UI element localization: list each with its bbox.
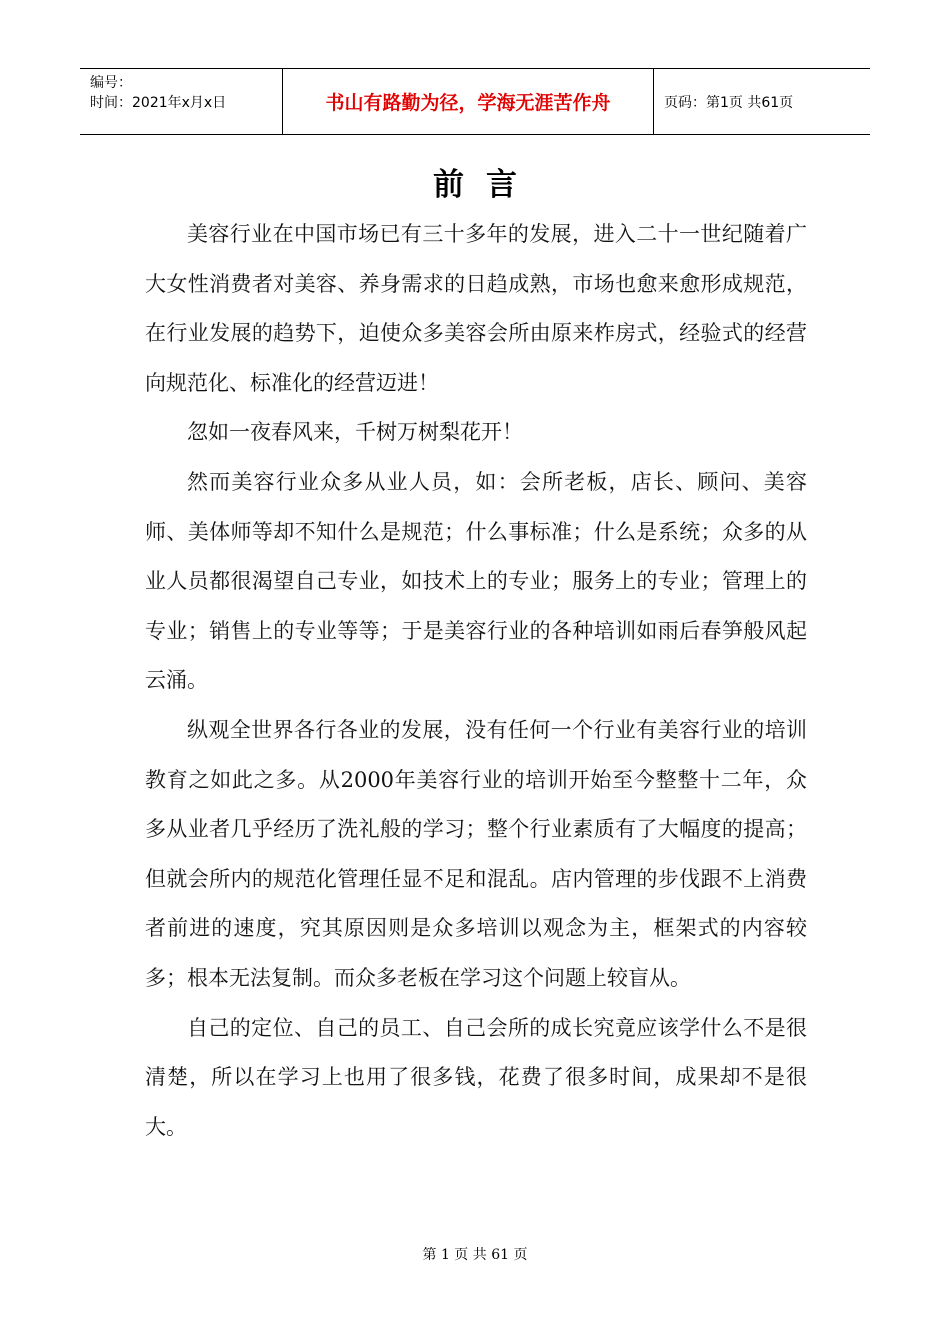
body-text [145, 210, 807, 1152]
header-motto: 书山有路勤为径，学海无涯苦作舟 [282, 69, 654, 134]
header-page-info: 页码：第1页 共61页 [664, 94, 794, 111]
paragraph: 忽如一夜春风来，千树万树梨花开！ [187, 420, 523, 445]
header-table [80, 68, 870, 135]
page-title: 前言 [433, 167, 539, 203]
page-footer: 第 1 页 共 61 页 [422, 1247, 528, 1263]
paragraph: 美容行业在中国市场已有三十多年的发展，进入二十一世纪随着广大女性消费者对美容、养身需求的日趋成熟，市场也愈来愈形成规范，在行业发展的趋势下，迫使众多美容会所由原来柞房式，经验式的经营向规范化、标准化的经营迈进！ [145, 222, 807, 395]
paragraph: 纵观全世界各行各业的发展，没有任何一个行业有美容行业的培训教育之如此之多。从2000年美容行业的培训开始至今整整十二年，众多从业者几乎经历了洗礼般的学习；整个行业素质有了大幅度的提高；但就会所内的规范化管理任显不足和混乱。店内管理的步伐跟不上消费者前进的速度，究其原因则是众多培训以观念为主，框架式的内容较多；根本无法复制。而众多老板在学习这个问题上较盲从。 [145, 717, 807, 990]
number-label: 编号： [90, 75, 132, 91]
paragraph: 自己的定位、自己的员工、自己会所的成长究竟应该学什么不是很清楚，所以在学习上也用了很多钱，花费了很多时间，成果却不是很大。 [145, 1015, 807, 1139]
date-label: 时间：2021年x月x日 [90, 95, 227, 111]
paragraph: 然而美容行业众多从业人员，如：会所老板，店长、顾问、美容师、美体师等却不知什么是规范；什么事标准；什么是系统；众多的从业人员都很渴望自己专业，如技术上的专业；服务上的专业；管理上的专业；销售上的专业等等；于是美容行业的各种培训如雨后春笋般风起云涌。 [145, 469, 807, 693]
header-meta-cell [80, 69, 282, 134]
